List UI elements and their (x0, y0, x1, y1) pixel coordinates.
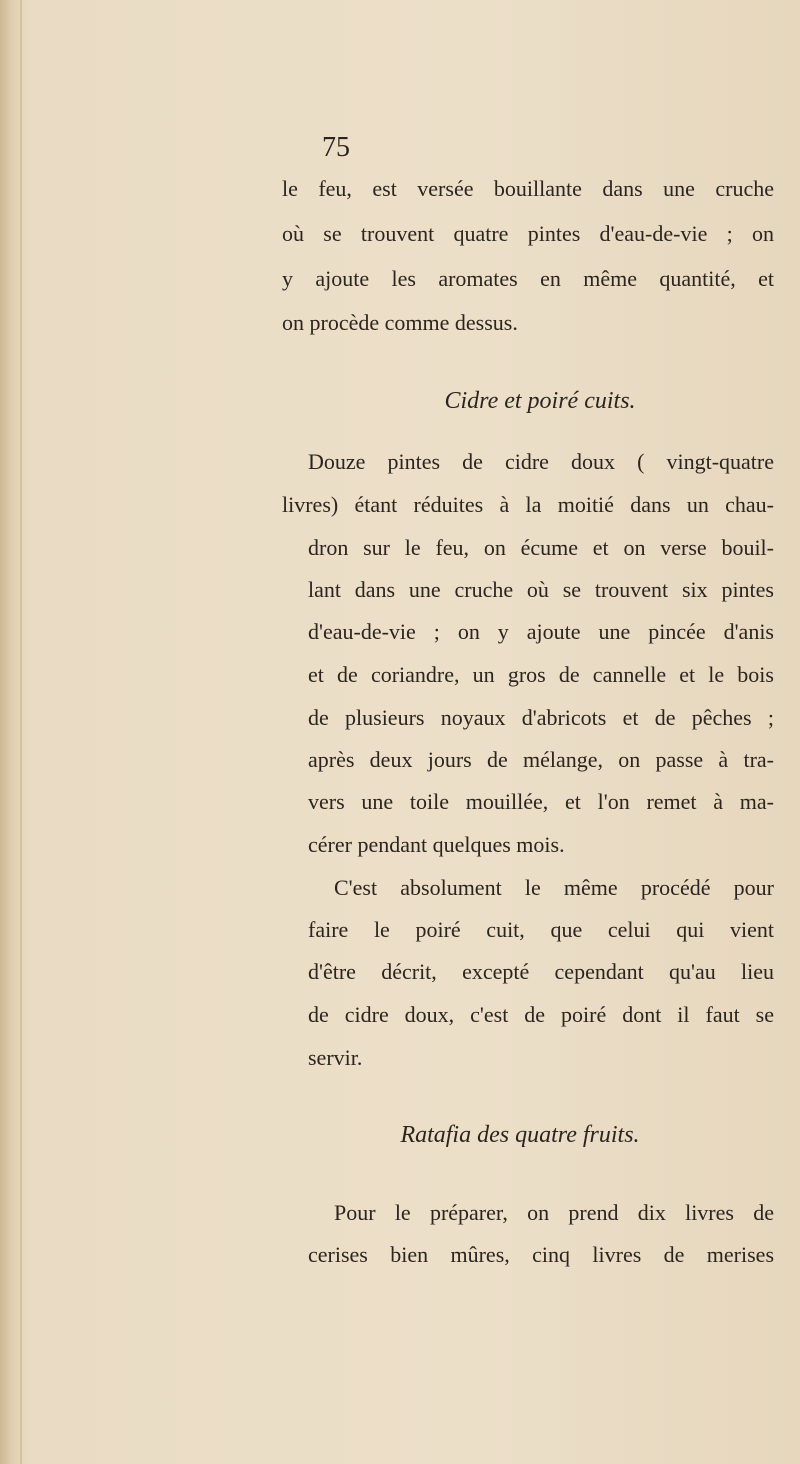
text-line: et de coriandre, un gros de cannelle et le bois (308, 662, 774, 687)
section-heading: Cidre et poiré cuits. (444, 388, 636, 414)
text-line: on procède comme dessus. (282, 310, 518, 335)
text-line: Douze pintes de cidre doux ( vingt-quatre (308, 449, 774, 474)
page-fold-line (20, 0, 22, 1464)
text-line: cerises bien mûres, cinq livres de merises (308, 1242, 774, 1267)
text-line: vers une toile mouillée, et l'on remet à ma- (308, 789, 774, 814)
text-line: lant dans une cruche où se trouvent six pintes (308, 577, 774, 602)
section-heading: Ratafia des quatre fruits. (400, 1122, 640, 1148)
text-line: après deux jours de mélange, on passe à tra- (308, 747, 774, 772)
text-line: le feu, est versée bouillante dans une cruche (282, 176, 774, 201)
text-line: faire le poiré cuit, que celui qui vient (308, 917, 774, 942)
book-spine-edge (0, 0, 12, 1464)
page-number: 75 (322, 132, 350, 163)
text-line: C'est absolument le même procédé pour (334, 875, 774, 900)
text-line: de cidre doux, c'est de poiré dont il faut se (308, 1002, 774, 1027)
text-line: de plusieurs noyaux d'abricots et de pêches ; (308, 705, 774, 730)
text-line: dron sur le feu, on écume et on verse bouil- (308, 535, 774, 560)
text-line: où se trouvent quatre pintes d'eau-de-vie ; on (282, 221, 774, 246)
text-line: servir. (308, 1045, 363, 1070)
text-line: Pour le préparer, on prend dix livres de (334, 1200, 774, 1225)
text-line: livres) étant réduites à la moitié dans un chau- (282, 492, 774, 517)
text-line: d'eau-de-vie ; on y ajoute une pincée d'anis (308, 619, 774, 644)
text-line: cérer pendant quelques mois. (308, 832, 565, 857)
text-line: d'être décrit, excepté cependant qu'au lieu (308, 959, 774, 984)
text-line: y ajoute les aromates en même quantité, et (282, 266, 774, 291)
